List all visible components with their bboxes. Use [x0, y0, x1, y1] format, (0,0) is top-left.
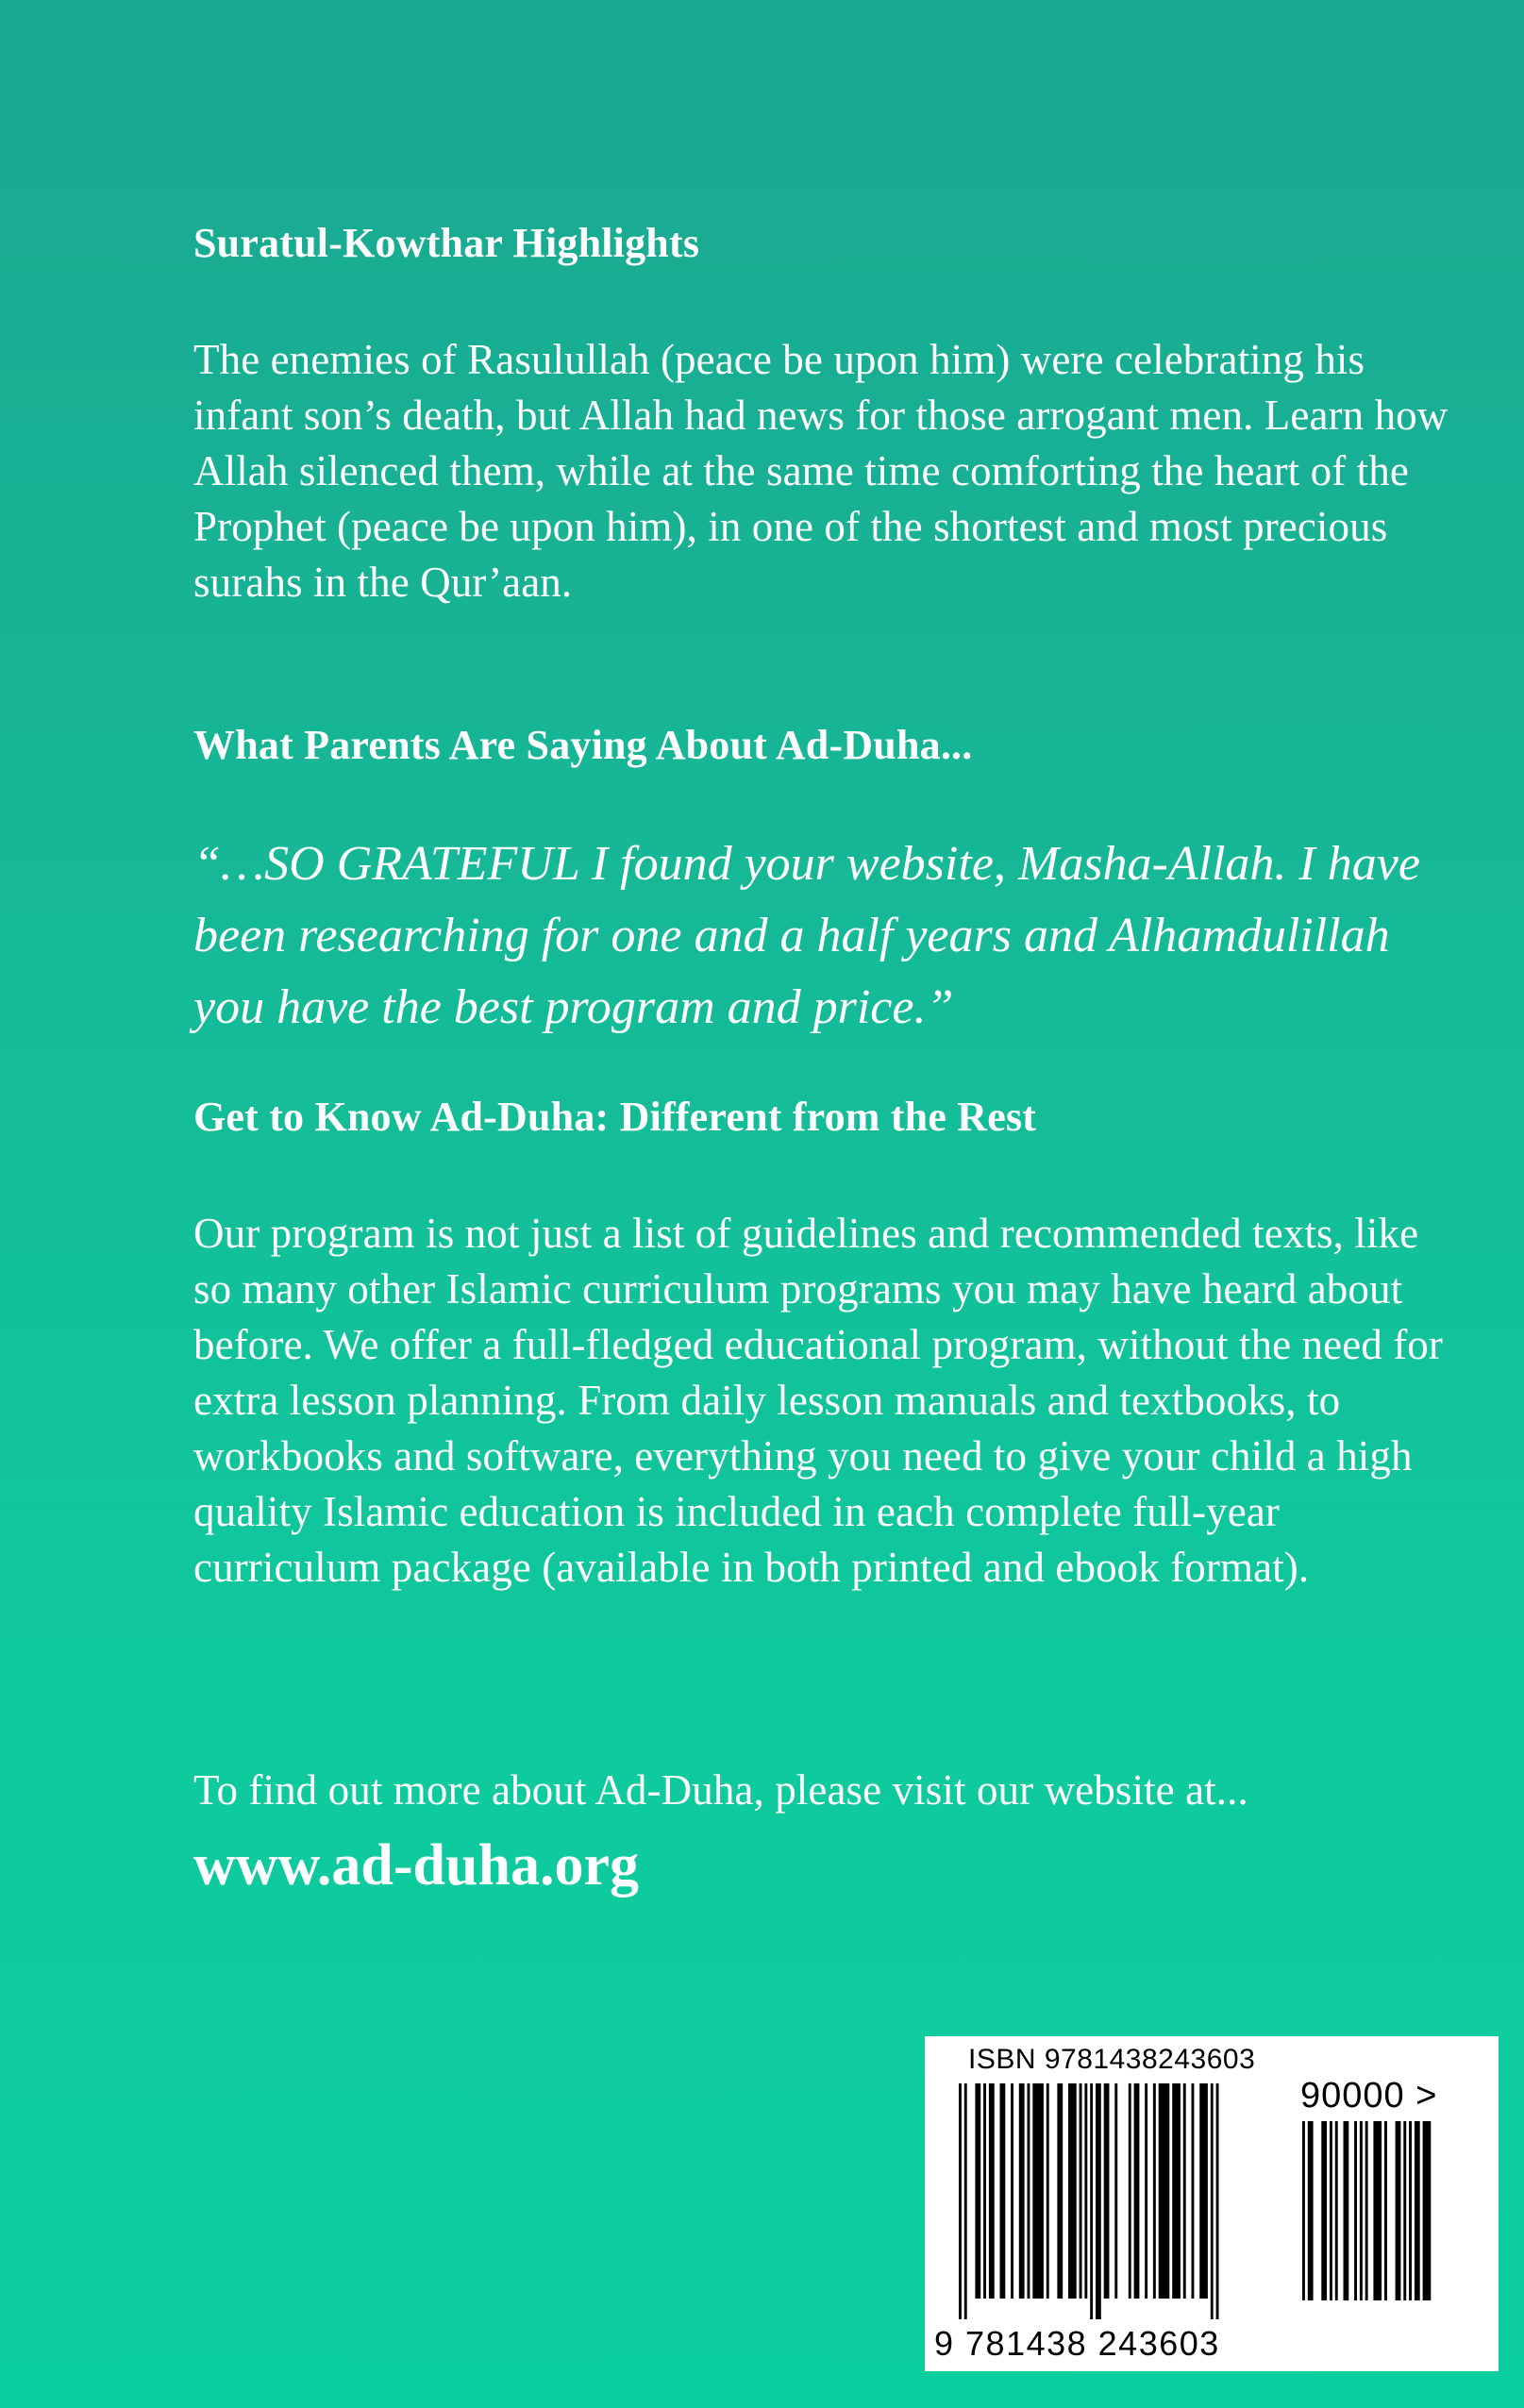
barcode-bar: [1057, 2083, 1063, 2299]
barcode-bar: [1134, 2083, 1140, 2299]
barcode-bar: [1047, 2083, 1049, 2299]
kowthar-heading: Suratul-Kowthar Highlights: [193, 220, 700, 266]
barcode-bar: [989, 2083, 995, 2299]
barcode-bar: [1199, 2083, 1208, 2299]
barcode-bar: [1354, 2121, 1357, 2300]
website-url: www.ad-duha.org: [193, 1833, 639, 1898]
barcode-bar: [1330, 2121, 1332, 2300]
barcode-bar: [1423, 2121, 1432, 2300]
parents-heading: What Parents Are Saying About Ad-Duha...: [193, 722, 973, 768]
barcode-bar: [1011, 2083, 1013, 2299]
barcode-bar: [975, 2083, 980, 2299]
barcode-bar: [1302, 2121, 1305, 2300]
ean-barcode-bars: [959, 2083, 1289, 2324]
barcode-bar: [1129, 2083, 1131, 2299]
barcode-bar: [964, 2083, 967, 2319]
barcode-bar: [1308, 2121, 1314, 2300]
barcode-bar: [1216, 2083, 1219, 2319]
barcode-bar: [1344, 2121, 1349, 2300]
barcode-bar: [983, 2083, 986, 2299]
barcode-bar: [1335, 2121, 1338, 2300]
know-heading: Get to Know Ad-Duha: Different from the Rest: [193, 1094, 1037, 1140]
price-code: 90000 >: [1300, 2076, 1438, 2115]
barcode-bar: [1032, 2083, 1044, 2299]
barcode-bar: [1211, 2083, 1214, 2319]
barcode-bar: [1172, 2083, 1181, 2299]
barcode-bar: [1153, 2083, 1156, 2299]
ean-digits: 9 781438 243603: [934, 2324, 1220, 2363]
barcode-bar: [1114, 2083, 1117, 2299]
barcode-bar: [1096, 2083, 1101, 2319]
barcode-bar: [1360, 2121, 1363, 2300]
parent-testimonial-quote: “…SO GRATEFUL I found your website, Masha-Allah. I have been researching for one and a half years and Alhamdulillah you have the best program and price.”: [193, 837, 1420, 1034]
barcode-bar: [1384, 2121, 1387, 2300]
barcode-bar: [1403, 2121, 1406, 2300]
barcode-bar: [1415, 2121, 1420, 2300]
isbn-label: ISBN 9781438243603: [968, 2044, 1256, 2075]
barcode-bar: [1104, 2083, 1110, 2299]
barcode-bar: [1396, 2121, 1401, 2300]
barcode-bar: [1019, 2083, 1025, 2299]
visit-website-text: To find out more about Ad-Duha, please visit our website at...: [193, 1766, 1248, 1814]
barcode-bar: [1090, 2083, 1093, 2319]
addon-barcode-bars: [1302, 2121, 1453, 2305]
barcode-bar: [1183, 2083, 1186, 2299]
program-description: Our program is not just a list of guidelines and recommended texts, like so many other Islamic curriculum programs you may have heard about before. We offer a full-fledged educational program, without the need for extra lesson planning. From daily lesson manuals and textbooks, to workbooks and software, everything you need to give your child a high quality Islamic education is included in each complete full-year curriculum package (available in both printed and ebook format).: [193, 1210, 1443, 1591]
barcode-bar: [1080, 2083, 1082, 2299]
barcode-bar: [1321, 2121, 1327, 2300]
barcode-bar: [1028, 2083, 1030, 2299]
barcode-bar: [1000, 2083, 1006, 2299]
barcode-bar: [1373, 2121, 1382, 2300]
kowthar-description: The enemies of Rasulullah (peace be upon him) were celebrating his infant son’s death, but Allah had news for those arrogant men. Learn how Allah silenced them, while at the same time comforting the heart of the Prophet (peace be upon him), in one of the shortest and most precious surahs in the Qur’aan.: [193, 336, 1449, 606]
barcode-bar: [1145, 2083, 1147, 2299]
barcode-bar: [1084, 2083, 1087, 2299]
barcode-bar: [1159, 2083, 1170, 2299]
barcode-bar: [1409, 2121, 1412, 2300]
barcode-bar: [1365, 2121, 1368, 2300]
isbn-barcode: [925, 2036, 1499, 2371]
barcode-bar: [1192, 2083, 1195, 2299]
barcode-bar: [959, 2083, 962, 2319]
barcode-bar: [1068, 2083, 1077, 2299]
